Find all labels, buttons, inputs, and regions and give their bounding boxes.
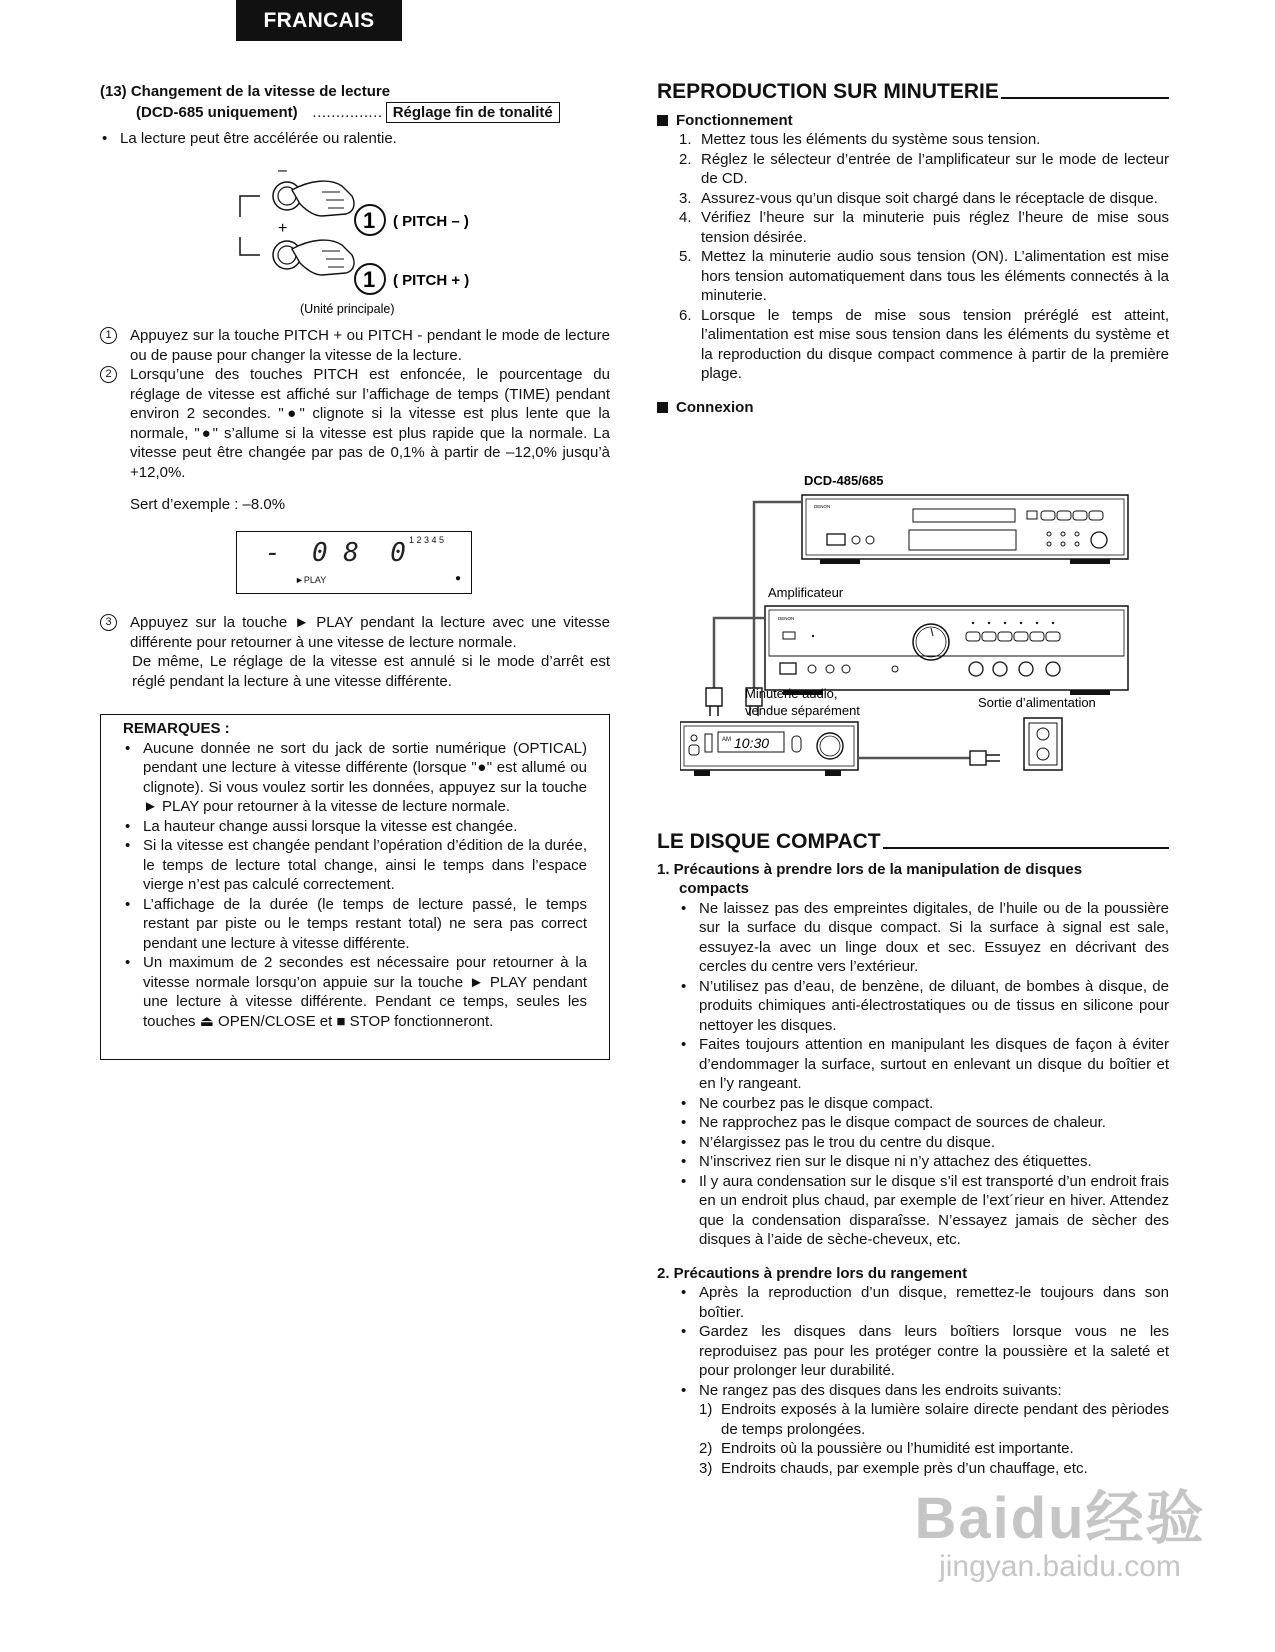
timer-step: 2. Réglez le sélecteur d’entrée de l’amplificateur sur le mode de lecteur de CD.: [679, 150, 1169, 187]
storage-item: • Ne rangez pas des disques dans les endroits suivants:: [679, 1381, 1169, 1401]
left-column: [100, 82, 610, 149]
connexion-heading: Connexion: [657, 398, 1169, 418]
pitch-plus-label: ( PITCH + ): [393, 272, 470, 289]
svg-text:DENON: DENON: [778, 616, 795, 621]
right-column-bottom: [657, 832, 1169, 1478]
timer-step: 6. Lorsque le temps de mise sous tension préréglé est atteint, l’alimentation est mise sous tension dans les éléments du système et la reproduction du disque compact commence à partir de la première plage.: [679, 306, 1169, 382]
connection-diagram: [680, 470, 1170, 820]
timer-step: 4. Vérifiez l’heure sur la minuterie puis réglez l’heure de mise sous tension désirée.: [679, 209, 1169, 246]
lcd-readout: - 0 8 0: [265, 538, 406, 568]
intro-bullet: • La lecture peut être accélérée ou ralentie.: [100, 129, 610, 149]
pitch-plus-button-icon: [273, 240, 354, 275]
fonctionnement-heading: Fonctionnement: [657, 111, 1169, 131]
storage-subitem: 1) Endroits exposés à la lumière solaire directe pendant des pèriodes de temps prolongées.: [699, 1401, 1169, 1438]
timer-section-title: REPRODUCTION SUR MINUTERIE: [657, 82, 1169, 102]
compact-disc-title: LE DISQUE COMPACT: [657, 832, 1169, 852]
lcd-speed-dot: ●: [455, 573, 462, 584]
power-plug-icon: [970, 751, 1000, 765]
remarks-title: REMARQUES :: [123, 720, 230, 737]
storage-subitem: 2) Endroits où la poussière ou l’humidité est importante.: [699, 1440, 1074, 1457]
remarks-box: [100, 714, 610, 1060]
handling-item: • Ne laissez pas des empreintes digitales, de l’huile ou de la poussière sur la surface du disque compact. Si la surface à signal est sale, essuyez-la avec un linge doux et sec. Essuyez en décrivant des cercles du centre vers l’extérieur.: [679, 899, 1169, 977]
model-note: (DCD-685 uniquement): [136, 103, 298, 121]
storage-item: • Après la reproduction d’un disque, remettez-le toujours dans son boîtier.: [679, 1283, 1169, 1322]
handling-list: [657, 899, 1169, 1250]
cd-player-icon: [802, 495, 1128, 564]
remark-item: • Un maximum de 2 secondes est nécessaire pour retourner à la vitesse normale lorsqu’on appuie sur la touche ► PLAY pendant une lecture à vitesse différente. Pendant ce temps, seules les touches ⏏ OPEN/CLOSE et ■ STOP fonctionneront.: [123, 953, 587, 1031]
handling-item: • N’élargissez pas le trou du centre du disque.: [679, 1133, 1169, 1153]
right-column-top: [657, 82, 1169, 417]
handling-item: • N’inscrivez rien sur le disque ni n’y attachez des étiquettes.: [679, 1152, 1169, 1172]
plug-icon: [706, 688, 722, 716]
lcd-display-example: [236, 531, 472, 594]
step-3-block: [100, 613, 610, 691]
player-label: DCD-485/685: [804, 473, 884, 488]
timer-step: 1. Mettez tous les éléments du système sous tension.: [679, 131, 1041, 148]
storage-title: 2. Précautions à prendre lors du rangement: [657, 1264, 968, 1282]
step-1: 1 Appuyez sur la touche PITCH + ou PITCH - pendant le mode de lecture ou de pause pour changer la vitesse de la lecture.: [100, 326, 610, 365]
handling-item: • Faites toujours attention en manipulant les disques de façon à éviter d’endommager la surface, surtout en enlevant un disque du boîtier et en l’y rangeant.: [679, 1035, 1169, 1094]
remark-item: • La hauteur change aussi lorsque la vitesse est changée.: [123, 817, 587, 837]
handling-item: • Il y aura condensation sur le disque s’il est transporté d’un endroit frais en un endroit plus chaud, par exemple de l’ext´rieur en hiver. Attendez que la condensation disparaîsse. N’essayez jamais de sècher des disques à l’aide de sèche-cheveux, etc.: [679, 1172, 1169, 1250]
remark-item: • Aucune donnée ne sort du jack de sortie numérique (OPTICAL) pendant une lecture à vitesse différente (lorsque "●" est allumé ou clignote). Si vous voulez sortir les données, appuyez sur la touche ► PLAY pour retourner à la vitesse de lecture normale.: [123, 739, 587, 817]
storage-item: • Gardez les disques dans leurs boîtiers lorsque vous ne les reproduisez pas pour les protéger contre la poussière et la saleté et pour prolonger leur durabilité.: [679, 1322, 1169, 1381]
handling-item: • N’utilisez pas d’eau, de benzène, de diluant, de bombes à disque, de produits chimiques anti-électrostatiques ou de tissus en silicone pour nettoyer les disques.: [679, 977, 1169, 1036]
timer-steps: [657, 130, 1169, 384]
pitch-minus-button-icon: [273, 181, 354, 216]
minus-sign: –: [278, 162, 287, 179]
step-3: 3 Appuyez sur la touche ► PLAY pendant la lecture avec une vitesse différente pour retourner à une vitesse de lecture normale.: [100, 613, 610, 652]
remarks-list: [123, 739, 587, 1032]
remark-item: • L’affichage de la durée (le temps de lecture passé, le temps restant par piste ou le temps restant total) ne sera pas correct pendant une lecture à vitesse différente.: [123, 895, 587, 954]
section-13-title: (13) Changement de la vitesse de lecture: [100, 83, 391, 100]
leader-dots: ……………: [311, 103, 382, 121]
remark-item: • Si la vitesse est changée pendant l’opération d’édition de la durée, le temps de lecture total change, ainsi le temps dans l’espace vierge n’est pas calculé correctement.: [123, 836, 587, 895]
svg-text:AM: AM: [722, 737, 731, 743]
handling-title-cont: compacts: [679, 880, 750, 897]
outlet-label: Sortie d’alimentation: [978, 695, 1096, 710]
pitch-minus-label: ( PITCH – ): [393, 213, 469, 230]
watermark-logo: Baidu经验: [914, 1486, 1206, 1551]
pitch-buttons-figure: [230, 160, 490, 320]
example-caption: Sert d’exemple : –8.0%: [130, 496, 286, 513]
timer-label-2: vendue séparément: [745, 703, 860, 718]
timer-label-1: Minuterie audio,: [745, 686, 838, 701]
timer-step: 3. Assurez-vous qu’un disque soit chargé dans le réceptacle de disque.: [679, 189, 1158, 207]
steps-list: [100, 326, 610, 515]
wall-outlet-icon: [1024, 718, 1062, 770]
plus-sign: +: [278, 220, 288, 237]
svg-text:DENON: DENON: [814, 504, 831, 509]
watermark-url: jingyan.baidu.com: [939, 1550, 1181, 1583]
fine-tuning-label: Réglage fin de tonalité: [386, 102, 560, 124]
storage-list: [657, 1283, 1169, 1400]
step-number-1a: 1: [363, 208, 376, 233]
amplifier-icon: [765, 606, 1128, 695]
section-13-subtitle: [100, 102, 610, 124]
handling-title: 1. Précautions à prendre lors de la manipulation de disques: [657, 860, 1083, 878]
handling-item: • Ne courbez pas le disque compact.: [679, 1094, 1169, 1114]
audio-timer-icon: [680, 722, 858, 776]
step-3-extra: De même, Le réglage de la vitesse est annulé si le mode d’arrêt est réglé pendant la lecture à une vitesse différente.: [132, 653, 610, 690]
storage-sublist: [657, 1400, 1169, 1478]
watermark: [890, 1488, 1230, 1584]
timer-clock: 10:30: [734, 735, 770, 751]
lcd-play-indicator: ►PLAY: [295, 575, 327, 585]
amplifier-label: Amplificateur: [768, 585, 844, 600]
step-number-1b: 1: [363, 267, 376, 292]
step-2: 2 Lorsqu’une des touches PITCH est enfoncée, le pourcentage du réglage de vitesse est affiché sur l’affichage de temps (TIME) pendant environ 2 secondes. "●" clignote si la vitesse est plus lente que la normale, "●" s’allume si la vitesse est plus rapide que la normale. La vitesse peut être changée par pas de 0,1% à partir de –12,0% jusqu’à +12,0%.: [100, 365, 610, 482]
handling-item: • Ne rapprochez pas le disque compact de sources de chaleur.: [679, 1113, 1169, 1133]
language-tab: FRANCAIS: [236, 0, 402, 41]
lcd-track-numbers: 1 2 3 4 5: [409, 535, 445, 545]
main-unit-caption: (Unité principale): [300, 302, 395, 316]
timer-step: 5. Mettez la minuterie audio sous tension (ON). L’alimentation est mise hors tension automatiquement dans tous les éléments connectés à la minuterie.: [679, 248, 1169, 304]
storage-subitem: 3) Endroits chauds, par exemple près d’un chauffage, etc.: [699, 1459, 1088, 1477]
